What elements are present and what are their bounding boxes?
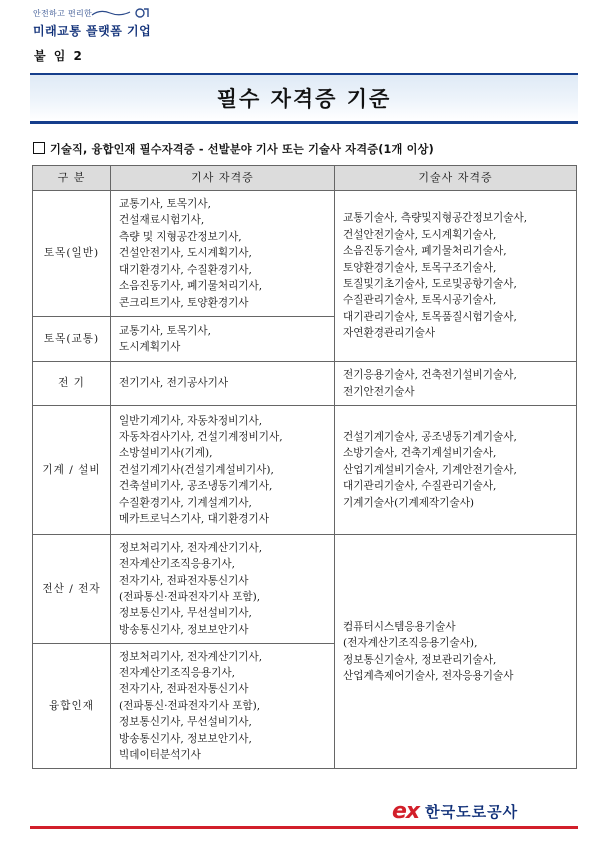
- category-cell: 토목(교통): [33, 317, 111, 362]
- professional-cell: [335, 362, 577, 406]
- footer-logo: [392, 800, 578, 822]
- list-item: 건설안전기사, 도시계획기사,: [119, 247, 252, 260]
- category-cell: 기계 / 설비: [33, 406, 111, 535]
- car-logo-icon: [90, 6, 150, 18]
- professional-cell: [335, 191, 577, 362]
- list-item: 전기기사, 전기공사기사: [119, 377, 229, 390]
- list-item: 측량 및 지형공간정보기사,: [119, 230, 242, 243]
- list-item: 건설기계기사(건설기계설비기사),: [119, 463, 274, 476]
- list-item: 건설안전기술사, 도시계획기술사,: [343, 228, 497, 241]
- section-subtitle: [33, 141, 434, 157]
- list-item: 정보처리기사, 전자계산기기사,: [119, 541, 263, 554]
- professional-cell: [335, 535, 577, 769]
- list-item: 전자기사, 전파전자통신기사: [119, 683, 249, 696]
- engineer-cell: [111, 362, 335, 406]
- list-item: 컴퓨터시스템응용기술사: [343, 620, 456, 633]
- table-row: [33, 535, 577, 644]
- list-item: 자연환경관리기술사: [343, 327, 436, 340]
- title-banner: [30, 73, 578, 124]
- header-category: 구 분: [33, 166, 111, 191]
- table-header-row: [33, 166, 577, 191]
- header-professional: 기술사 자격증: [335, 166, 577, 191]
- list-item: 정보처리기사, 전자계산기기사,: [119, 650, 263, 663]
- list-item: 대기관리기술사, 수질관리기술사,: [343, 480, 497, 493]
- list-item: 수질관리기술사, 토목시공기술사,: [343, 294, 497, 307]
- engineer-cell: [111, 644, 335, 769]
- footer-divider: [30, 826, 578, 829]
- table-row: [33, 191, 577, 317]
- list-item: 토질및기초기술사, 도로및공항기술사,: [343, 278, 517, 290]
- list-item: 토양환경기술사, 토목구조기술사,: [343, 261, 497, 274]
- professional-cell: [335, 406, 577, 535]
- list-item: 건축설비기사, 공조냉동기계기사,: [119, 480, 273, 493]
- list-item: 메카트로닉스기사, 대기환경기사: [119, 513, 270, 526]
- list-item: 건설기계기술사, 공조냉동기계기술사,: [343, 430, 517, 443]
- page-title: 필수 자격증 기준: [216, 87, 392, 111]
- org-name: 한국도로공사: [425, 802, 519, 821]
- list-item: 산업계측제어기술사, 전자응용기술사: [343, 669, 514, 682]
- slogan-text: 안전하고 편리한: [33, 9, 93, 18]
- engineer-cell: [111, 191, 335, 317]
- list-item: 빅데이터분석기사: [119, 749, 201, 762]
- attachment-label: 붙 임 2: [34, 49, 84, 63]
- header-engineer: 기사 자격증: [111, 166, 335, 191]
- list-item: 교통기술사, 측량및지형공간정보기술사,: [343, 212, 528, 225]
- list-item: 정보통신기술사, 정보관리기술사,: [343, 653, 497, 666]
- list-item: 일반기계기사, 자동차정비기사,: [119, 414, 263, 427]
- ex-logo-icon: ex: [392, 798, 420, 824]
- list-item: (전자계산기조직응용기술사),: [343, 637, 478, 650]
- list-item: 전기안전기술사: [343, 385, 415, 398]
- checkbox-icon: [33, 142, 45, 154]
- list-item: 도시계획기사: [119, 341, 181, 353]
- list-item: 교통기사, 토목기사,: [119, 198, 211, 211]
- list-item: 소음진동기사, 폐기물처리기사,: [119, 280, 263, 293]
- list-item: 소음진동기술사, 폐기물처리기술사,: [343, 245, 507, 258]
- list-item: 방송통신기사, 정보보안기사: [119, 623, 249, 636]
- table-row: [33, 362, 577, 406]
- table-row: [33, 406, 577, 535]
- list-item: 자동차검사기사, 건설기계정비기사,: [119, 430, 283, 443]
- category-cell: 융합인재: [33, 644, 111, 769]
- engineer-cell: [111, 317, 335, 362]
- list-item: 기계기술사(기계제작기술사): [343, 496, 475, 509]
- list-item: 소방설비기사(기계),: [119, 447, 213, 460]
- list-item: 전기응용기술사, 건축전기설비기술사,: [343, 369, 517, 382]
- list-item: 정보통신기사, 무선설비기사,: [119, 716, 252, 729]
- list-item: 교통기사, 토목기사,: [119, 324, 211, 337]
- list-item: 전자기사, 전파전자통신기사: [119, 574, 249, 587]
- list-item: 방송통신기사, 정보보안기사,: [119, 732, 252, 745]
- list-item: 정보통신기사, 무선설비기사,: [119, 607, 252, 620]
- category-cell: 토목(일반): [33, 191, 111, 317]
- list-item: 소방기술사, 건축기계설비기술사,: [343, 447, 497, 460]
- list-item: (전파통신·전파전자기사 포함),: [119, 591, 261, 603]
- list-item: 대기관리기술사, 토목품질시험기술사,: [343, 310, 517, 323]
- list-item: 콘크리트기사, 토양환경기사: [119, 296, 249, 309]
- list-item: 대기환경기사, 수질환경기사,: [119, 263, 252, 276]
- engineer-cell: [111, 535, 335, 644]
- list-item: 전자계산기조직응용기사,: [119, 558, 235, 571]
- list-item: 산업기계설비기술사, 기계안전기술사,: [343, 463, 517, 476]
- list-item: 전자계산기조직응용기사,: [119, 666, 235, 679]
- list-item: 건설재료시험기사,: [119, 214, 205, 227]
- list-item: (전파통신·전파전자기사 포함),: [119, 699, 261, 712]
- org-slogan: 미래교통 플랫폼 기업: [33, 24, 152, 38]
- category-cell: 전산 / 전자: [33, 535, 111, 644]
- subtitle-text: 기술직, 융합인재 필수자격증 - 선발분야 기사 또는 기술사 자격증(1개 이상): [50, 143, 434, 156]
- category-cell: 전 기: [33, 362, 111, 406]
- qualification-table: [32, 165, 577, 769]
- list-item: 수질환경기사, 기계설계기사,: [119, 496, 252, 509]
- engineer-cell: [111, 406, 335, 535]
